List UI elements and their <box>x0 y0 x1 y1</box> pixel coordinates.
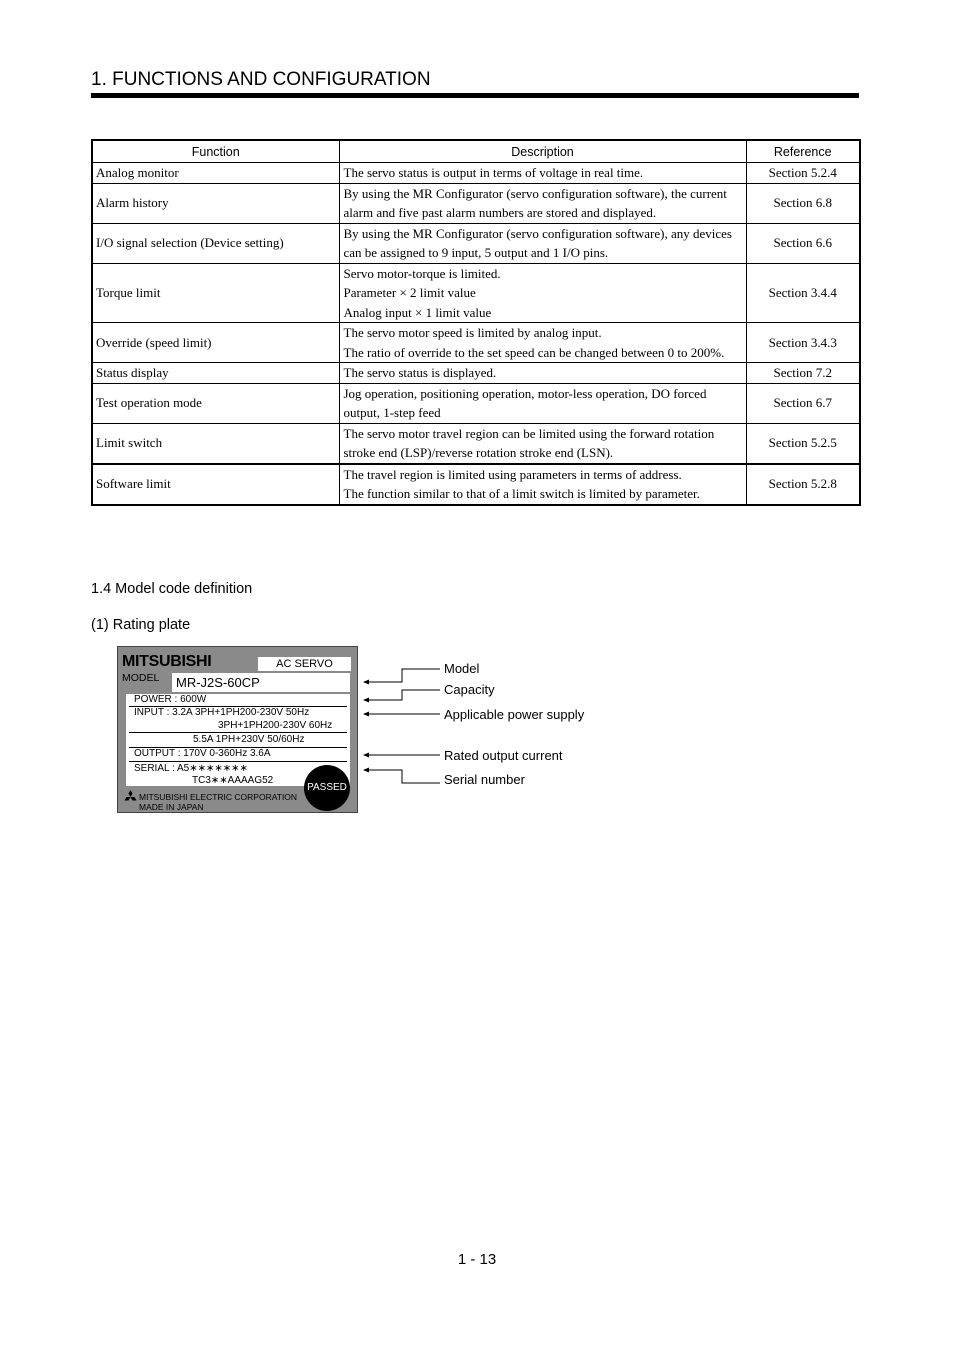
description-line: The travel region is limited using parameters in terms of address. <box>343 466 682 482</box>
description-line: The servo motor speed is limited by analog input. <box>343 325 602 340</box>
function-cell: Software limit <box>92 464 339 505</box>
description-line: Servo motor-torque is limited. <box>343 265 501 281</box>
output-row: OUTPUT : 170V 0-360Hz 3.6A <box>134 748 271 759</box>
table-row <box>92 383 860 423</box>
table-row <box>92 223 860 263</box>
description-line: Parameter × 2 limit value <box>343 285 476 300</box>
table-row <box>92 163 860 184</box>
model-leader <box>368 669 440 682</box>
description-cell: The servo motor travel region can be limited using the forward rotation stroke end (LSP)/reverse rotation stroke end (LSN). <box>339 423 746 464</box>
passed-seal: PASSED <box>304 765 350 811</box>
table-row <box>92 323 860 363</box>
reference-cell: Section 7.2 <box>746 363 860 384</box>
table-row <box>92 423 860 464</box>
description-cell <box>339 263 746 323</box>
description-cell <box>339 464 746 505</box>
serial-row-2: TC3∗∗AAAAG52 <box>192 775 274 786</box>
table-header-row <box>92 140 860 163</box>
input-row-2: 3PH+1PH200-230V 60Hz <box>218 720 333 731</box>
section-heading: 1.4 Model code definition <box>91 581 253 597</box>
table-row <box>92 363 860 384</box>
input-row-3: 5.5A 1PH+230V 50/60Hz <box>193 734 305 745</box>
description-cell: Jog operation, positioning operation, motor-less operation, DO forced output, 1-step feed <box>339 383 746 423</box>
corporation-name: MITSUBISHI ELECTRIC CORPORATION <box>139 792 298 802</box>
reference-cell: Section 6.8 <box>746 183 860 223</box>
capacity-leader <box>368 690 440 700</box>
function-cell: I/O signal selection (Device setting) <box>92 223 339 263</box>
serial-leader <box>368 770 440 783</box>
callout-power-supply: Applicable power supply <box>444 707 585 722</box>
reference-cell: Section 6.7 <box>746 383 860 423</box>
column-header-reference: Reference <box>746 140 860 163</box>
function-cell: Analog monitor <box>92 163 339 184</box>
description-line: Analog input × 1 limit value <box>343 304 492 320</box>
model-label: MODEL <box>122 672 160 684</box>
power-row: POWER : 600W <box>134 694 207 705</box>
function-cell: Torque limit <box>92 263 339 323</box>
made-in: MADE IN JAPAN <box>139 802 204 812</box>
reference-cell: Section 3.4.4 <box>746 263 860 323</box>
header-rule <box>91 93 859 98</box>
functions-table <box>91 139 861 506</box>
description-cell: By using the MR Configurator (servo configuration software), any devices can be assigned to 9 input, 5 output and 1 I/O pins. <box>339 223 746 263</box>
product-type: AC SERVO <box>258 657 351 671</box>
mitsubishi-logo-icon <box>123 790 138 803</box>
table-row <box>92 464 860 505</box>
divider <box>129 732 347 733</box>
function-cell: Status display <box>92 363 339 384</box>
description-cell: By using the MR Configurator (servo configuration software), the current alarm and five past alarm numbers are stored and displayed. <box>339 183 746 223</box>
arrowhead <box>363 698 369 703</box>
rating-plate <box>117 646 358 813</box>
column-header-function: Function <box>92 140 339 163</box>
function-cell: Alarm history <box>92 183 339 223</box>
input-row: INPUT : 3.2A 3PH+1PH200-230V 50Hz <box>134 707 310 718</box>
callout-rated-output: Rated output current <box>444 748 563 763</box>
reference-cell: Section 3.4.3 <box>746 323 860 363</box>
page-number: 1 - 13 <box>457 1251 497 1268</box>
description-cell: The servo status is output in terms of voltage in real time. <box>339 163 746 184</box>
arrowhead <box>363 768 369 773</box>
callout-capacity: Capacity <box>444 682 495 697</box>
callout-model: Model <box>444 661 480 676</box>
model-value: MR-J2S-60CP <box>172 673 350 692</box>
reference-cell: Section 6.6 <box>746 223 860 263</box>
arrowhead <box>363 680 369 685</box>
description-line: The ratio of override to the set speed can be changed between 0 to 200%. <box>343 344 725 360</box>
page-title: 1. FUNCTIONS AND CONFIGURATION <box>91 69 431 90</box>
reference-cell: Section 5.2.5 <box>746 423 860 464</box>
arrowhead <box>363 753 369 758</box>
arrowhead <box>363 712 369 717</box>
description-cell: The servo status is displayed. <box>339 363 746 384</box>
callout-serial: Serial number <box>444 772 525 787</box>
description-line: The function similar to that of a limit switch is limited by parameter. <box>343 486 700 501</box>
brand-name: MITSUBISHI <box>122 653 212 670</box>
table-row <box>92 263 860 323</box>
table-row <box>92 183 860 223</box>
column-header-description: Description <box>339 140 746 163</box>
function-cell: Test operation mode <box>92 383 339 423</box>
reference-cell: Section 5.2.8 <box>746 464 860 505</box>
subsection-heading: (1) Rating plate <box>91 617 191 633</box>
reference-cell: Section 5.2.4 <box>746 163 860 184</box>
description-cell <box>339 323 746 363</box>
divider <box>129 761 347 762</box>
serial-row: SERIAL : A5∗∗∗∗∗∗∗ <box>134 763 248 774</box>
page-header <box>91 68 859 92</box>
function-cell: Override (speed limit) <box>92 323 339 363</box>
function-cell: Limit switch <box>92 423 339 464</box>
